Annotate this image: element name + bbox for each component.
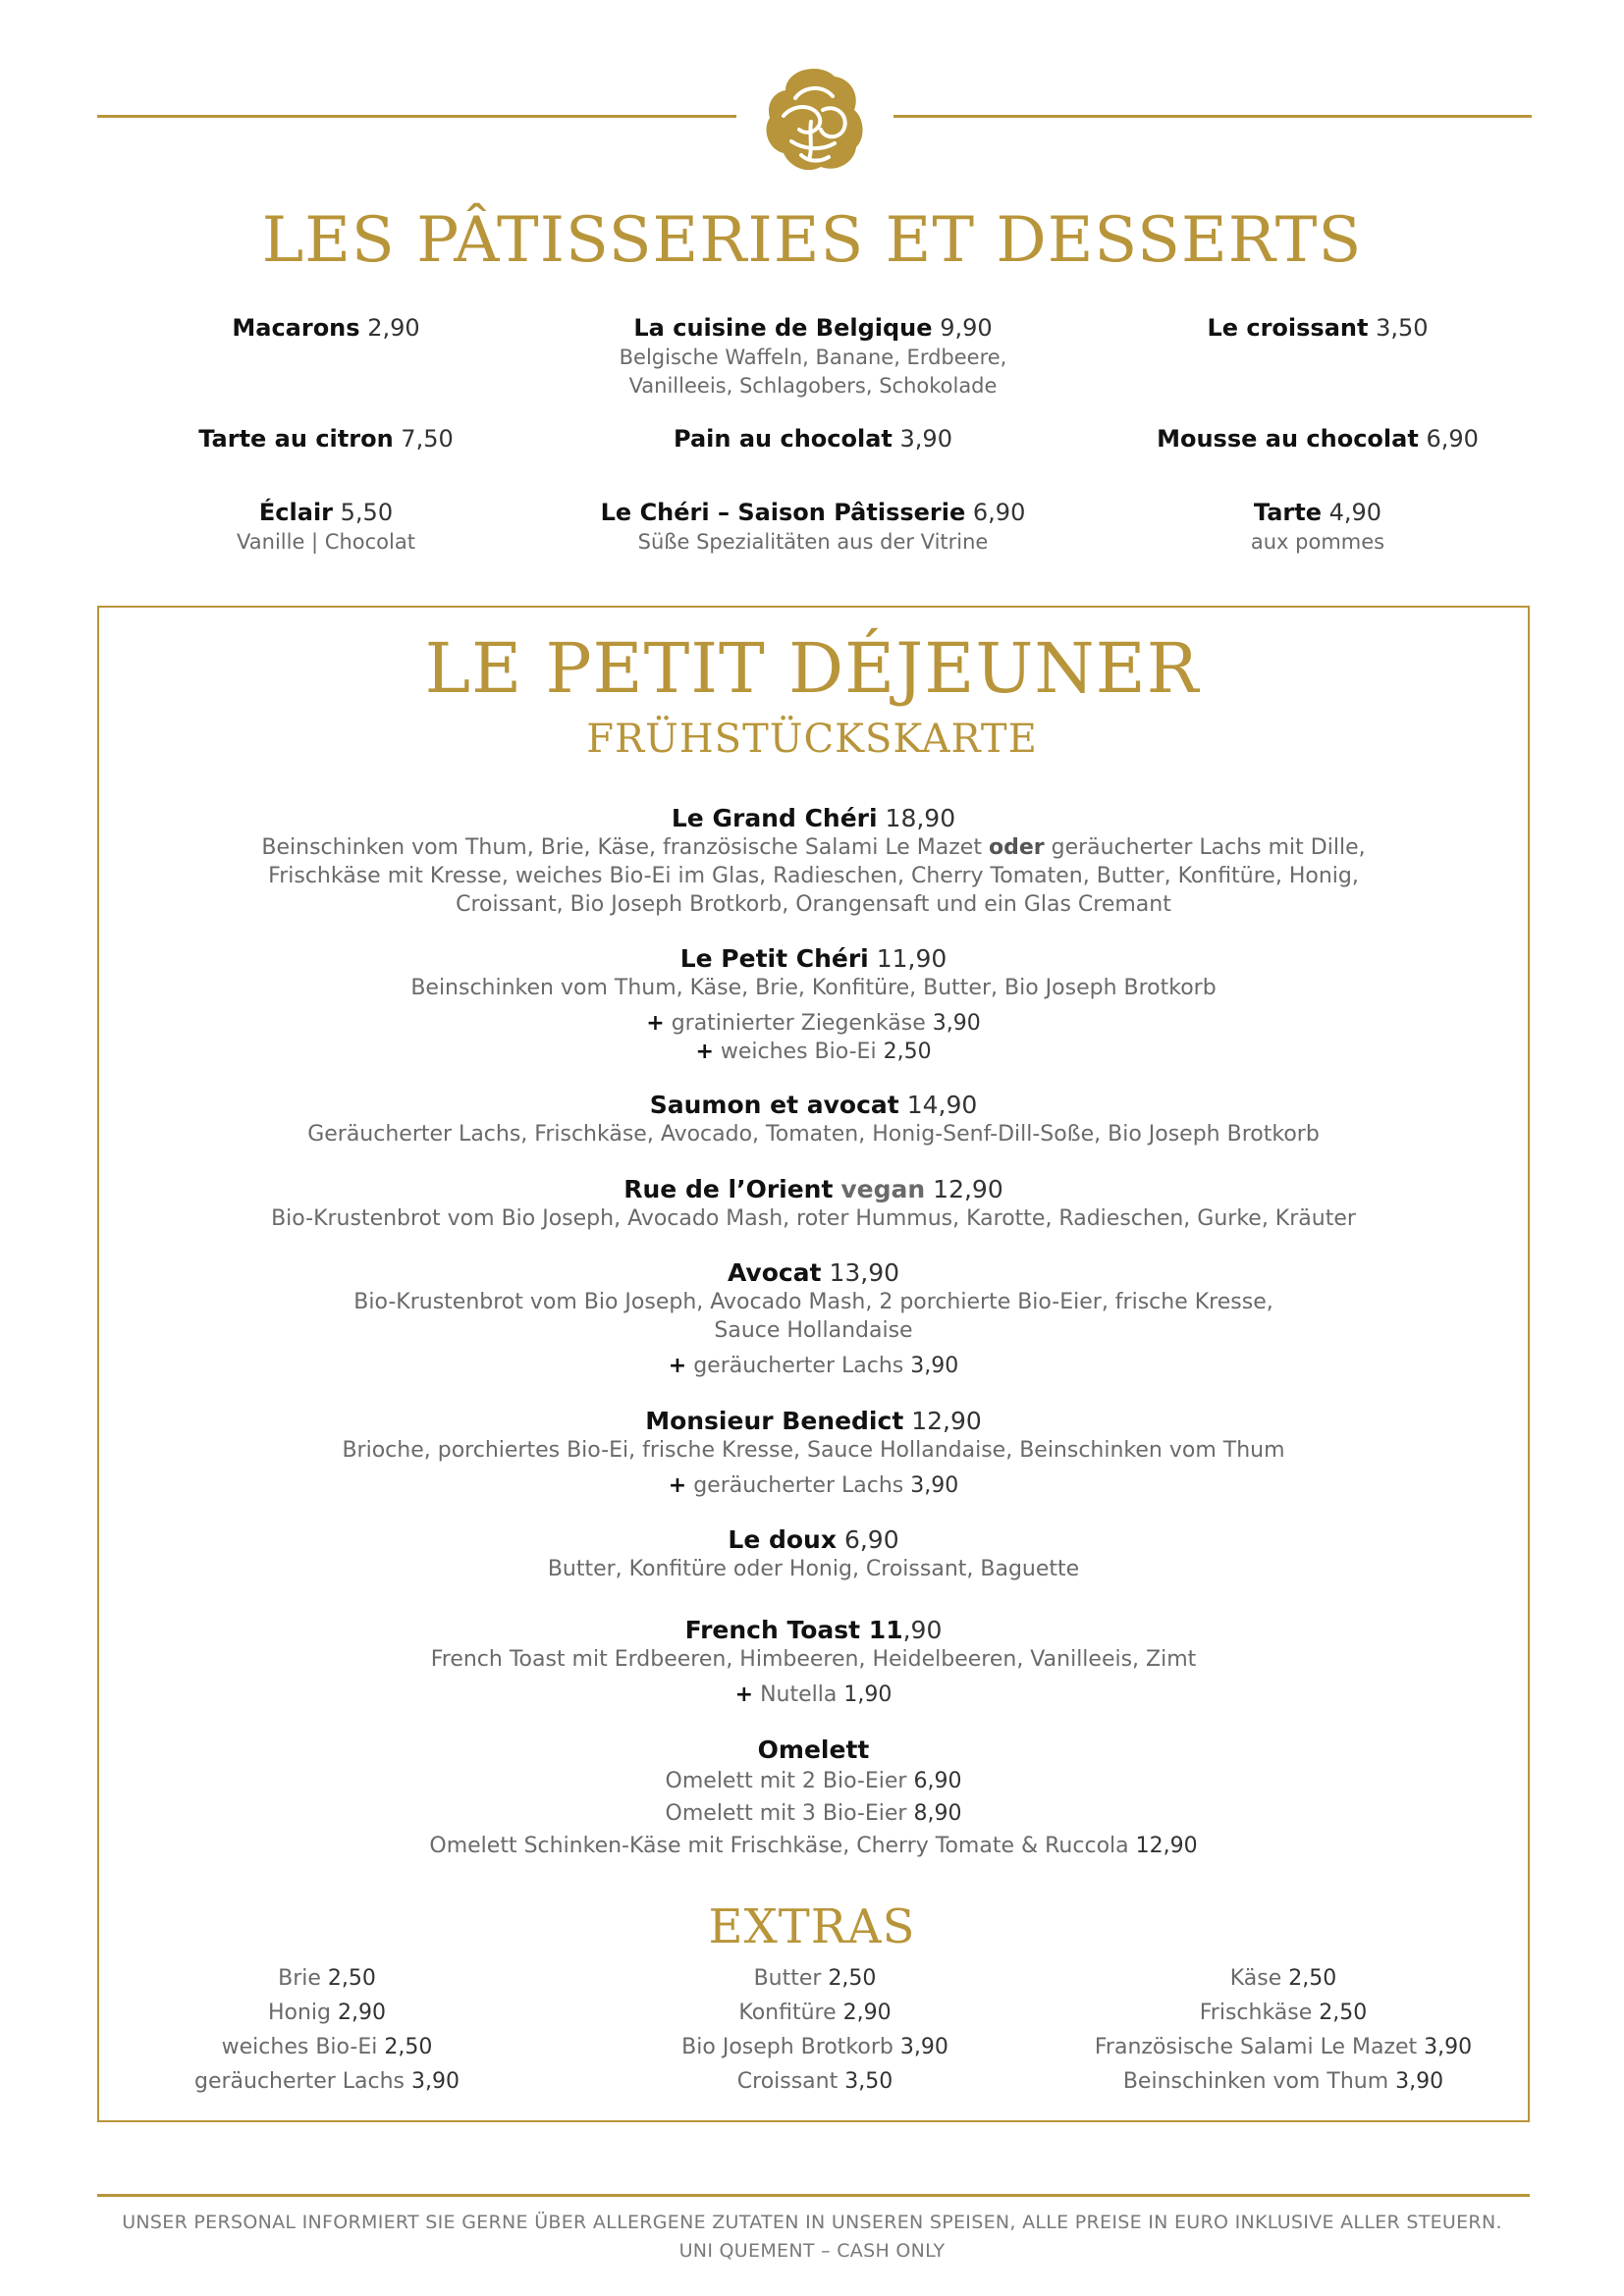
- breakfast-item-avocat: [97, 1257, 1530, 1380]
- breakfast-item-rue-orient: [97, 1174, 1530, 1233]
- item-name: Omelett: [757, 1735, 870, 1764]
- item-desc: Bio-Krustenbrot vom Bio Joseph, Avocado Mash, roter Hummus, Karotte, Radieschen, Gurke, Kräuter: [271, 1206, 1356, 1231]
- item-desc: Beinschinken vom Thum, Käse, Brie, Konfitüre, Butter, Bio Joseph Brotkorb: [410, 976, 1217, 1000]
- item-desc: Butter, Konfitüre oder Honig, Croissant, Baguette: [547, 1557, 1080, 1581]
- extras-item: weiches Bio-Ei 2,50: [221, 2035, 433, 2059]
- breakfast-title: LE PETIT DÉJEUNER: [424, 628, 1200, 709]
- extras-title: EXTRAS: [708, 1899, 916, 1954]
- breakfast-item-french-toast: [97, 1615, 1530, 1709]
- item-price: 6,90: [843, 1525, 899, 1554]
- pastry-name: Mousse au chocolat: [1157, 425, 1419, 453]
- item-price: 12,90: [911, 1407, 982, 1435]
- patisserie-title: LES PÂTISSERIES ET DESSERTS: [261, 204, 1363, 277]
- pastry-name: Tarte: [1253, 499, 1322, 526]
- pastry-item-tarte-citron: [90, 423, 562, 454]
- pastry-item-eclair: [90, 497, 562, 557]
- extras-item: Käse 2,50: [1229, 1966, 1337, 1991]
- item-price: 12,90: [933, 1175, 1003, 1203]
- item-name: French Toast 11: [684, 1616, 903, 1644]
- extras-item: Brie 2,50: [278, 1966, 376, 1991]
- omelett-option: Omelett Schinken-Käse mit Frischkäse, Cherry Tomate & Ruccola 12,90: [429, 1834, 1198, 1858]
- pastry-desc: aux pommes: [1250, 530, 1385, 554]
- omelett-option: Omelett mit 2 Bio-Eier 6,90: [665, 1769, 962, 1793]
- pastry-price: 9,90: [940, 314, 993, 342]
- extras-item: Beinschinken vom Thum 3,90: [1122, 2069, 1444, 2094]
- pastry-name: Éclair: [258, 499, 334, 526]
- item-name: Rue de l’Orient: [623, 1175, 834, 1203]
- top-divider-left: [97, 115, 736, 118]
- item-desc: French Toast mit Erdbeeren, Himbeeren, Heidelbeeren, Vanilleeis, Zimt: [430, 1647, 1197, 1672]
- pastry-desc: Vanilleeis, Schlagobers, Schokolade: [628, 374, 998, 398]
- pastry-name: Tarte au citron: [198, 425, 394, 453]
- item-name: Le Grand Chéri: [671, 804, 878, 832]
- pastry-item-pain-chocolat: [577, 423, 1049, 454]
- extras-item: geräucherter Lachs 3,90: [193, 2069, 460, 2094]
- item-desc: Bio-Krustenbrot vom Bio Joseph, Avocado Mash, 2 porchierte Bio-Eier, frische Kresse,: [353, 1290, 1273, 1314]
- pastry-price: 6,90: [972, 499, 1026, 526]
- extras-column-1: [91, 1961, 563, 2099]
- breakfast-subtitle: FRÜHSTÜCKSKARTE: [586, 717, 1038, 762]
- extras-item: Butter 2,50: [753, 1966, 877, 1991]
- pastry-desc: Belgische Waffeln, Banane, Erdbeere,: [619, 346, 1007, 369]
- item-name: Le doux: [728, 1525, 837, 1554]
- breakfast-item-omelett: [97, 1735, 1530, 1862]
- extras-item: Frischkäse 2,50: [1199, 2001, 1368, 2025]
- item-desc: Croissant, Bio Joseph Brotkorb, Orangensaft und ein Glas Cremant: [456, 892, 1171, 917]
- item-name: Monsieur Benedict: [645, 1407, 904, 1435]
- pastry-item-tarte: [1082, 497, 1553, 557]
- item-name: Avocat: [727, 1258, 822, 1287]
- breakfast-item-le-doux: [97, 1524, 1530, 1583]
- pastry-item-belgique: [577, 312, 1049, 400]
- pastry-price: 6,90: [1426, 425, 1479, 453]
- extras-item: Honig 2,90: [267, 2001, 386, 2025]
- pastry-price: 3,50: [1376, 314, 1429, 342]
- vegan-tag: vegan: [840, 1175, 926, 1203]
- breakfast-item-petit-cheri: [97, 943, 1530, 1066]
- item-name: Saumon et avocat: [649, 1091, 899, 1119]
- item-desc: Brioche, porchiertes Bio-Ei, frische Kresse, Sauce Hollandaise, Beinschinken vom Thum: [342, 1438, 1285, 1463]
- extras-column-3: [1048, 1961, 1519, 2099]
- omelett-option: Omelett mit 3 Bio-Eier 8,90: [665, 1801, 962, 1826]
- pastry-name: La cuisine de Belgique: [633, 314, 933, 342]
- pastry-price: 7,50: [401, 425, 454, 453]
- pastry-item-croissant: [1082, 312, 1553, 344]
- extras-column-2: [579, 1961, 1051, 2099]
- item-desc: Geräucherter Lachs, Frischkäse, Avocado, Tomaten, Honig-Senf-Dill-Soße, Bio Joseph Brotkorb: [307, 1122, 1320, 1147]
- pastry-name: Le croissant: [1207, 314, 1369, 342]
- pastry-name: Le Chéri – Saison Pâtisserie: [600, 499, 966, 526]
- item-desc: Beinschinken vom Thum, Brie, Käse, französische Salami Le Mazet oder geräucherter Lachs mit Dille,: [261, 835, 1366, 860]
- extras-item: Französische Salami Le Mazet 3,90: [1094, 2035, 1473, 2059]
- pastry-item-mousse: [1082, 423, 1553, 454]
- extras-item: Konfitüre 2,90: [738, 2001, 892, 2025]
- item-addon: + geräucherter Lachs 3,90: [668, 1473, 959, 1498]
- pastry-name: Pain au chocolat: [674, 425, 893, 453]
- item-addon: + Nutella 1,90: [734, 1682, 893, 1707]
- breakfast-item-grand-cheri: [97, 803, 1530, 919]
- extras-item: Croissant 3,50: [736, 2069, 893, 2094]
- pastry-item-le-cheri: [577, 497, 1049, 557]
- item-price: 18,90: [885, 804, 956, 832]
- bottom-divider: [97, 2194, 1530, 2197]
- pastry-desc: Vanille | Chocolat: [237, 530, 415, 554]
- footer-allergen-note: UNSER PERSONAL INFORMIERT SIE GERNE ÜBER ALLERGENE ZUTATEN IN UNSEREN SPEISEN, ALLE PREISE IN EURO INKLUSIVE ALLER STEUERN.: [122, 2212, 1502, 2233]
- item-price: 13,90: [829, 1258, 900, 1287]
- pastry-price: 4,90: [1328, 499, 1382, 526]
- pastry-item-macarons: [90, 312, 562, 344]
- breakfast-item-saumon: [97, 1090, 1530, 1148]
- breakfast-item-benedict: [97, 1406, 1530, 1500]
- item-addon: + geräucherter Lachs 3,90: [668, 1354, 959, 1378]
- pastry-price: 5,50: [340, 499, 394, 526]
- item-addon: + weiches Bio-Ei 2,50: [695, 1040, 932, 1064]
- pastry-price: 2,90: [367, 314, 420, 342]
- pastry-price: 3,90: [899, 425, 952, 453]
- item-price: 14,90: [906, 1091, 978, 1119]
- pastry-desc: Süße Spezialitäten aus der Vitrine: [637, 530, 989, 554]
- item-price: 11,90: [876, 944, 947, 973]
- item-desc: Frischkäse mit Kresse, weiches Bio-Ei im Glas, Radieschen, Cherry Tomaten, Butter, Konfitüre, Honig,: [268, 864, 1359, 888]
- top-divider-right: [893, 115, 1532, 118]
- item-desc: Sauce Hollandaise: [714, 1318, 913, 1343]
- item-name: Le Petit Chéri: [679, 944, 869, 973]
- footer-cash-only: UNI QUEMENT – CASH ONLY: [678, 2240, 946, 2262]
- item-addon: + gratinierter Ziegenkäse 3,90: [646, 1011, 981, 1036]
- extras-item: Bio Joseph Brotkorb 3,90: [681, 2035, 948, 2059]
- rose-monogram-icon: [764, 65, 864, 175]
- pastry-name: Macarons: [232, 314, 360, 342]
- item-price: ,90: [902, 1616, 943, 1644]
